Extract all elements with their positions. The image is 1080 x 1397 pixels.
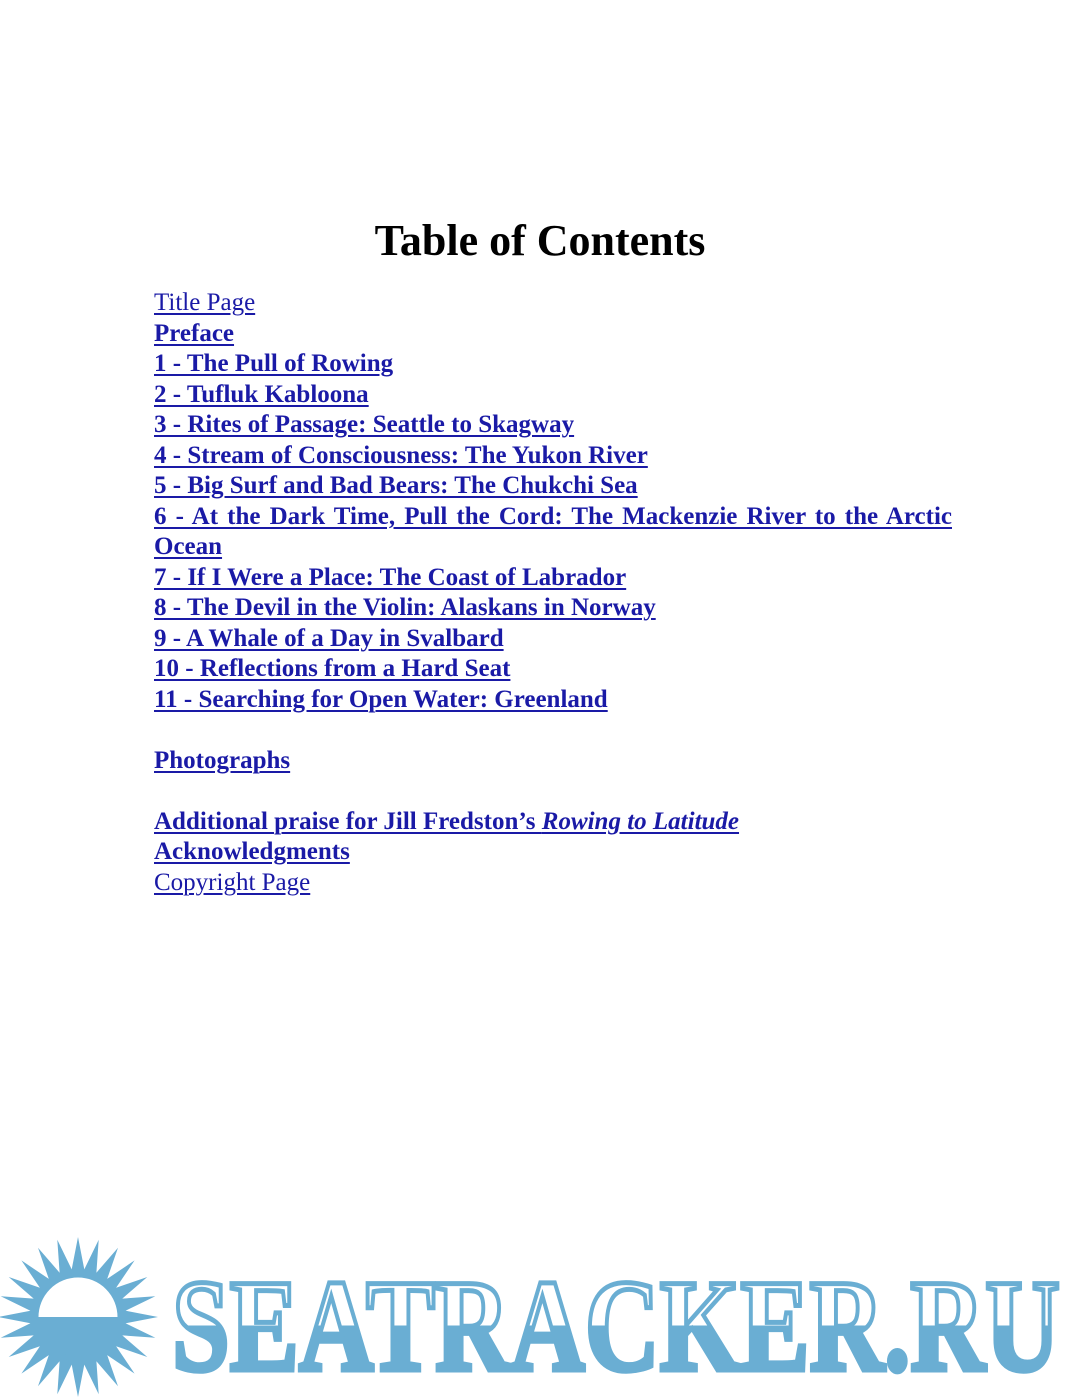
toc-link-copyright-page[interactable]: Copyright Page xyxy=(154,868,311,896)
toc-link-chapter-8[interactable]: 8 - The Devil in the Violin: Alaskans in Norway xyxy=(154,594,656,621)
page-title: Table of Contents xyxy=(374,216,706,265)
toc-link-chapter-1[interactable]: 1 - The Pull of Rowing xyxy=(154,350,394,377)
toc-link-acknowledgments[interactable]: Acknowledgments xyxy=(154,838,350,865)
toc-spacer xyxy=(154,776,952,807)
toc-link-chapter-5[interactable]: 5 - Big Surf and Bad Bears: The Chukchi Sea xyxy=(154,472,638,499)
toc-link-additional-praise[interactable] xyxy=(154,807,952,838)
table-of-contents xyxy=(154,288,952,898)
watermark-text: SEATRACKER.RU xyxy=(172,1252,1060,1397)
toc-link-preface[interactable]: Preface xyxy=(154,319,235,347)
praise-book-title: Rowing to Latitude xyxy=(541,807,740,835)
toc-link-chapter-4[interactable]: 4 - Stream of Consciousness: The Yukon River xyxy=(154,441,648,469)
toc-link-chapter-2[interactable]: 2 - Tufluk Kabloona xyxy=(154,380,369,408)
sun-icon xyxy=(0,1237,158,1397)
toc-link-chapter-9[interactable]: 9 - A Whale of a Day in Svalbard xyxy=(154,624,504,652)
toc-link-chapter-11[interactable]: 11 - Searching for Open Water: Greenland xyxy=(154,685,608,713)
praise-prefix: Additional praise for Jill Fredston’s xyxy=(154,807,542,835)
toc-link-chapter-7[interactable]: 7 - If I Were a Place: The Coast of Labrador xyxy=(154,563,627,591)
toc-link-chapter-6[interactable]: 6 - At the Dark Time, Pull the Cord: The Mackenzie River to the Arctic Ocean xyxy=(154,502,952,560)
toc-link-chapter-3[interactable]: 3 - Rites of Passage: Seattle to Skagway xyxy=(154,411,575,438)
toc-link-chapter-10[interactable]: 10 - Reflections from a Hard Seat xyxy=(154,655,511,682)
watermark xyxy=(0,1236,1080,1397)
toc-link-photographs[interactable]: Photographs xyxy=(154,746,291,774)
toc-link-title-page[interactable]: Title Page xyxy=(154,289,256,316)
toc-spacer xyxy=(154,715,952,746)
